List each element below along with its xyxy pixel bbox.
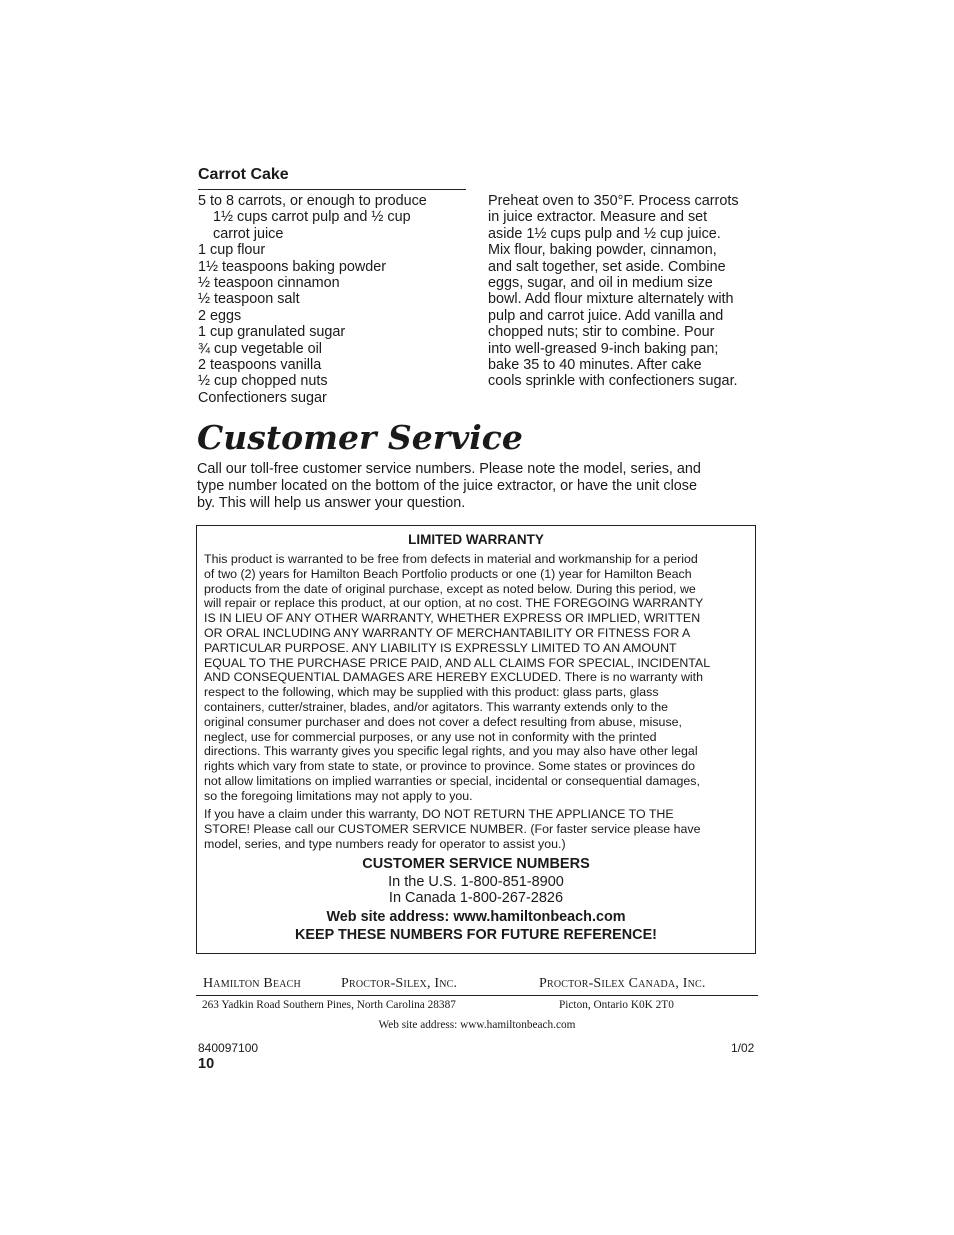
- ingredient-item: 1½ teaspoons baking powder: [198, 258, 387, 275]
- us-phone-number: In the U.S. 1-800-851-8900: [388, 874, 564, 890]
- ingredient-list: [198, 193, 468, 406]
- warranty-body: This product is warranted to be free from defects in material and workmanship for a period of two (2) years for Hamilton Beach Portfolio products or one (1) year for Hamilton Beach products from the date of original purchase, except as noted below. During this period, we will repair or replace this product, at our option, at no cost. THE FOREGOING WARRANTY IS IN LIEU OF ANY OTHER WARRANTY, WHETHER EXPRESS OR IMPLIED, WRITTEN OR ORAL INCLUDING ANY WARRANTY OF MERCHANTABILITY OR FITNESS FOR A PARTICULAR PURPOSE. ANY LIABILITY IS EXPRESSLY LIMITED TO AN AMOUNT EQUAL TO THE PURCHASE PRICE PAID, AND ALL CLAIMS FOR SPECIAL, INCIDENTAL AND CONSEQUENTIAL DAMAGES ARE HEREBY EXCLUDED. There is no warranty with respect to the following, which may be supplied with this product: glass parts, glass containers, cutter/strainer, blades, and/or agitators. This warranty extends only to the original consumer purchaser and does not cover a defect resulting from abuse, misuse, neglect, use for commercial purposes, or any use not in conformity with the printed directions. This warranty gives you specific legal rights, and you may also have other legal rights which vary from state to state, or province to province. Some states or provinces do not allow limitations on implied warranties or special, incidental or consequential damages, so the foregoing limitations may not apply to you.: [204, 552, 711, 803]
- date-code: 1/02: [731, 1041, 755, 1055]
- warranty-title: LIMITED WARRANTY: [408, 532, 544, 547]
- warranty-website: Web site address: www.hamiltonbeach.com: [326, 909, 626, 925]
- company-proctor-silex-canada: Proctor-Silex Canada, Inc.: [539, 976, 706, 991]
- footer-divider: [196, 995, 758, 996]
- recipe-directions: Preheat oven to 350°F. Process carrots in juice extractor. Measure and set aside 1½ cups pulp and ½ cup juice. Mix flour, baking powder, cinnamon, and salt together, set aside. Combine eggs, sugar, and oil in medium size bowl. Add flour mixture alternately with pulp and carrot juice. Add vanilla and chopped nuts; stir to combine. Pour into well-greased 9-inch baking pan; bake 35 to 40 minutes. After cake cools sprinkle with confectioners sugar.: [488, 193, 739, 390]
- ingredient-item: ½ teaspoon salt: [198, 291, 300, 308]
- page-number: 10: [198, 1056, 215, 1072]
- company-proctor-silex: Proctor-Silex, Inc.: [341, 976, 458, 991]
- ingredient-item: 2 eggs: [198, 307, 242, 324]
- ingredient-item: 1 cup flour: [198, 242, 266, 259]
- ingredient-item: 1½ cups carrot pulp and ½ cup: [213, 209, 411, 226]
- ingredient-item: ¾ cup vegetable oil: [198, 340, 323, 357]
- part-number: 840097100: [198, 1041, 259, 1055]
- ingredient-item: ½ teaspoon cinnamon: [198, 275, 340, 292]
- customer-service-title: Customer Service: [197, 418, 523, 457]
- keep-numbers-notice: KEEP THESE NUMBERS FOR FUTURE REFERENCE!: [295, 927, 657, 943]
- address-us: 263 Yadkin Road Southern Pines, North Carolina 28387: [202, 999, 456, 1011]
- ingredient-item: 2 teaspoons vanilla: [198, 357, 322, 374]
- company-hamilton-beach: Hamilton Beach: [203, 976, 301, 991]
- ingredient-item: carrot juice: [213, 225, 284, 242]
- address-canada: Picton, Ontario K0K 2T0: [559, 999, 674, 1011]
- limited-warranty-box: [196, 525, 756, 954]
- ingredient-item: ½ cup chopped nuts: [198, 373, 328, 390]
- customer-service-numbers-title: CUSTOMER SERVICE NUMBERS: [362, 856, 590, 872]
- recipe-title: Carrot Cake: [198, 166, 289, 183]
- customer-service-intro: Call our toll-free customer service numbers. Please note the model, series, and type number located on the bottom of the juice extractor, or have the unit close by. This will help us answer your question.: [197, 461, 701, 511]
- footer-website: Web site address: www.hamiltonbeach.com: [378, 1019, 576, 1031]
- warranty-claim-instructions: If you have a claim under this warranty, DO NOT RETURN THE APPLIANCE TO THE STORE! Please call our CUSTOMER SERVICE NUMBER. (For faster service please have model, series, and type numbers ready for operator to assist you.): [204, 807, 701, 851]
- canada-phone-number: In Canada 1-800-267-2826: [388, 890, 564, 906]
- recipe-title-rule: [198, 189, 466, 190]
- ingredient-item: Confectioners sugar: [198, 389, 327, 406]
- ingredient-item: 5 to 8 carrots, or enough to produce: [198, 193, 427, 209]
- ingredient-item: 1 cup granulated sugar: [198, 324, 346, 341]
